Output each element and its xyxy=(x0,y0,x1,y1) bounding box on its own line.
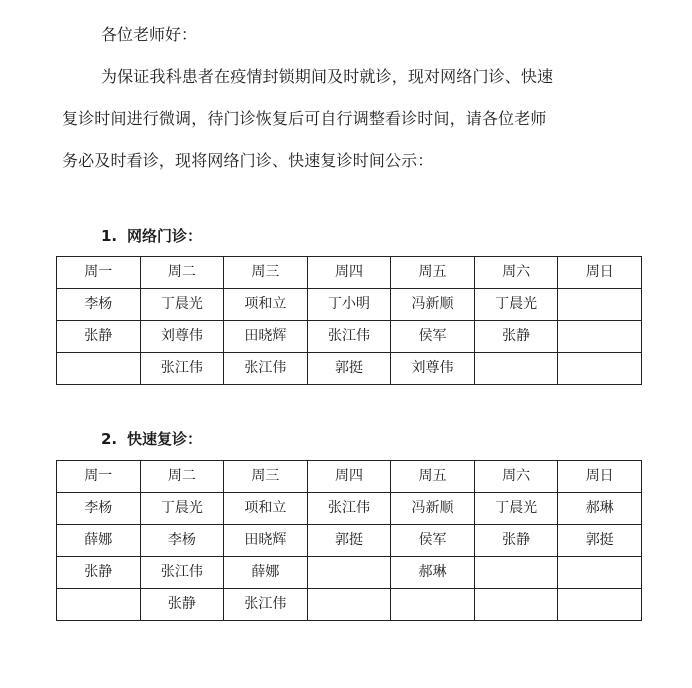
day-header: 周六 xyxy=(474,461,558,493)
day-header: 周二 xyxy=(140,257,224,289)
table-row xyxy=(57,557,642,589)
table-row xyxy=(57,525,642,557)
doctor-name-cell: 丁晨光 xyxy=(140,289,224,321)
doctor-name-cell: 张江伟 xyxy=(140,353,224,385)
doctor-name-cell xyxy=(307,589,391,621)
doctor-name-cell: 郝琳 xyxy=(391,557,475,589)
doctor-name-cell: 张静 xyxy=(140,589,224,621)
doctor-name-cell: 张江伟 xyxy=(224,589,308,621)
intro-line-2: 复诊时间进行微调，待门诊恢复后可自行调整看诊时间，请各位老师 xyxy=(62,109,547,128)
doctor-name-cell: 张静 xyxy=(57,321,141,353)
quick-followup-schedule-table xyxy=(56,460,642,621)
doctor-name-cell: 张江伟 xyxy=(307,493,391,525)
doctor-name-cell: 薛娜 xyxy=(224,557,308,589)
day-header: 周日 xyxy=(558,257,642,289)
day-header: 周二 xyxy=(140,461,224,493)
doctor-name-cell xyxy=(57,353,141,385)
doctor-name-cell: 郭挺 xyxy=(558,525,642,557)
table-row xyxy=(57,289,642,321)
doctor-name-cell: 田晓辉 xyxy=(224,321,308,353)
doctor-name-cell xyxy=(558,289,642,321)
day-header: 周一 xyxy=(57,461,141,493)
doctor-name-cell: 侯军 xyxy=(391,525,475,557)
doctor-name-cell: 冯新顺 xyxy=(391,289,475,321)
doctor-name-cell: 丁晨光 xyxy=(474,289,558,321)
section-title-text: 快速复诊： xyxy=(127,430,203,448)
doctor-name-cell xyxy=(558,557,642,589)
day-header: 周三 xyxy=(224,257,308,289)
doctor-name-cell xyxy=(391,589,475,621)
day-header: 周四 xyxy=(307,461,391,493)
doctor-name-cell: 张静 xyxy=(57,557,141,589)
doctor-name-cell xyxy=(558,589,642,621)
table-header-row xyxy=(57,257,642,289)
table-row xyxy=(57,321,642,353)
intro-line-1: 为保证我科患者在疫情封锁期间及时就诊，现对网络门诊、快速 xyxy=(101,67,554,86)
day-header: 周五 xyxy=(391,257,475,289)
doctor-name-cell: 郝琳 xyxy=(558,493,642,525)
doctor-name-cell xyxy=(474,589,558,621)
doctor-name-cell: 田晓辉 xyxy=(224,525,308,557)
doctor-name-cell: 侯军 xyxy=(391,321,475,353)
doctor-name-cell: 李杨 xyxy=(140,525,224,557)
doctor-name-cell: 张静 xyxy=(474,525,558,557)
doctor-name-cell: 项和立 xyxy=(224,289,308,321)
doctor-name-cell xyxy=(558,321,642,353)
intro-line-3: 务必及时看诊，现将网络门诊、快速复诊时间公示： xyxy=(62,151,434,170)
doctor-name-cell: 刘尊伟 xyxy=(140,321,224,353)
section-number: 2. xyxy=(101,430,118,448)
section-title-quick-followup xyxy=(101,429,202,449)
day-header: 周一 xyxy=(57,257,141,289)
doctor-name-cell: 郭挺 xyxy=(307,353,391,385)
doctor-name-cell xyxy=(474,557,558,589)
doctor-name-cell xyxy=(307,557,391,589)
day-header: 周日 xyxy=(558,461,642,493)
table-row xyxy=(57,589,642,621)
doctor-name-cell: 李杨 xyxy=(57,493,141,525)
day-header: 周六 xyxy=(474,257,558,289)
doctor-name-cell: 刘尊伟 xyxy=(391,353,475,385)
table-row xyxy=(57,493,642,525)
table-row xyxy=(57,353,642,385)
greeting: 各位老师好： xyxy=(101,25,198,44)
doctor-name-cell: 薛娜 xyxy=(57,525,141,557)
doctor-name-cell xyxy=(57,589,141,621)
doctor-name-cell xyxy=(474,353,558,385)
section-number: 1. xyxy=(101,227,118,245)
doctor-name-cell: 张静 xyxy=(474,321,558,353)
doctor-name-cell: 丁晨光 xyxy=(474,493,558,525)
doctor-name-cell: 张江伟 xyxy=(307,321,391,353)
doctor-name-cell xyxy=(558,353,642,385)
doctor-name-cell: 张江伟 xyxy=(140,557,224,589)
doctor-name-cell: 郭挺 xyxy=(307,525,391,557)
online-clinic-schedule-table xyxy=(56,256,642,385)
doctor-name-cell: 张江伟 xyxy=(224,353,308,385)
day-header: 周四 xyxy=(307,257,391,289)
section-title-online-clinic xyxy=(101,226,202,246)
doctor-name-cell: 丁晨光 xyxy=(140,493,224,525)
doctor-name-cell: 李杨 xyxy=(57,289,141,321)
day-header: 周三 xyxy=(224,461,308,493)
day-header: 周五 xyxy=(391,461,475,493)
table-header-row xyxy=(57,461,642,493)
section-title-text: 网络门诊： xyxy=(127,227,203,245)
doctor-name-cell: 冯新顺 xyxy=(391,493,475,525)
doctor-name-cell: 项和立 xyxy=(224,493,308,525)
doctor-name-cell: 丁小明 xyxy=(307,289,391,321)
